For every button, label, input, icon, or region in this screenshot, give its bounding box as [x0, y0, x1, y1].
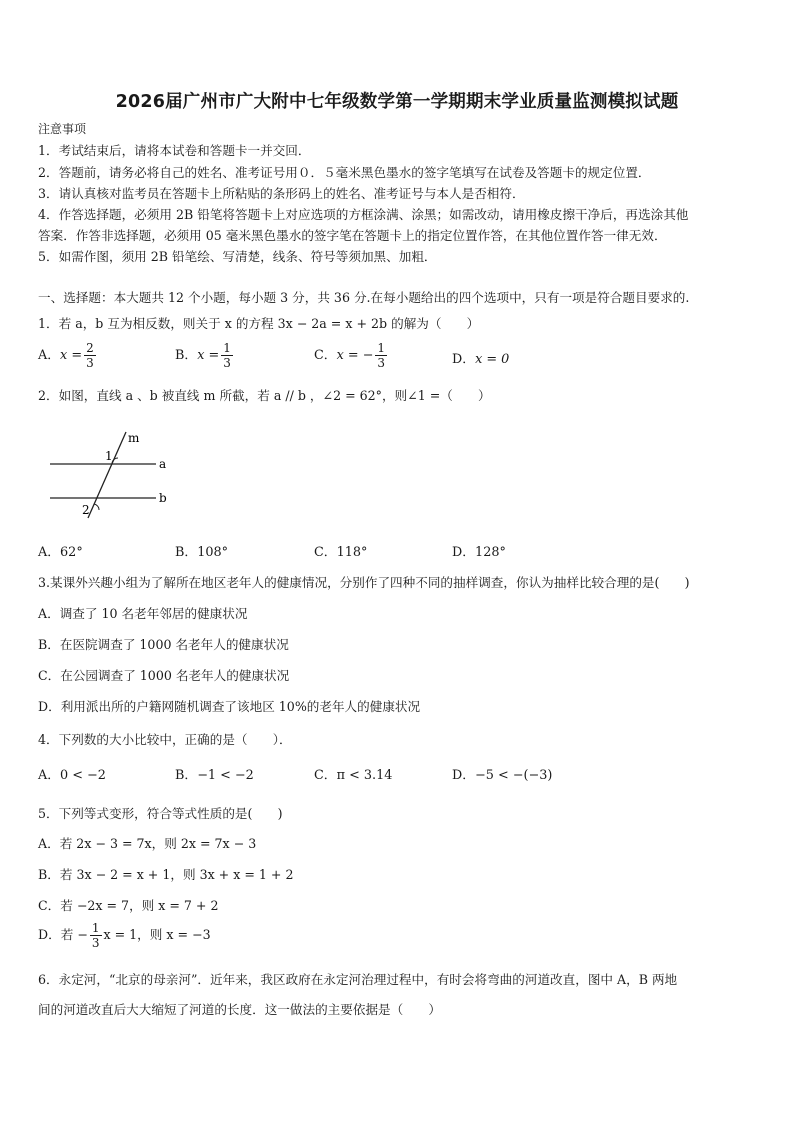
question-1-options: [38, 341, 738, 370]
question-5-stem: 5．下列等式变形，符合等式性质的是( ): [38, 806, 283, 821]
parallel-lines-figure: [42, 420, 174, 520]
label-angle-1: 1: [105, 449, 113, 463]
q5-option-b: B．若 3x − 2 = x + 1，则 3x + x = 1 + 2: [38, 867, 294, 882]
note-item: 5．如需作图，须用 2B 铅笔绘、写清楚，线条、符号等须加黑、加粗．: [38, 249, 437, 264]
label-a: a: [159, 457, 167, 471]
line-m: [88, 432, 126, 518]
note-item: 3．请认真核对监考员在答题卡上所粘贴的条形码上的姓名、准考证号与本人是否相符．: [38, 186, 525, 201]
q3-option-c: C．在公园调查了 1000 名老年人的健康状况: [38, 668, 290, 683]
q2-option-b: B．108°: [175, 545, 229, 560]
note-item: 1．考试结束后，请将本试卷和答题卡一并交回．: [38, 143, 311, 158]
angle-2-arc: [94, 504, 99, 510]
question-6-line-2: 间的河道改直后大大缩短了河道的长度．这一做法的主要依据是（ ）: [38, 1002, 441, 1017]
q2-option-a: A．62°: [38, 545, 83, 560]
q1-option-b: B．x = $\frac{1}{3}$: [175, 341, 231, 370]
q4-option-c: C．π < 3.14: [314, 768, 393, 783]
q1-option-c: C．x = − $\frac{1}{3}$: [314, 341, 386, 370]
note-item: 4．作答选择题，必须用 2B 铅笔将答题卡上对应选项的方框涂满、涂黑；如需改动，请用橡皮擦干净后，再选涂其他: [38, 207, 689, 222]
q3-option-a: A．调查了 10 名老年邻居的健康状况: [38, 606, 248, 621]
q4-option-b: B．−1 < −2: [175, 768, 254, 783]
question-6-line-1: 6．永定河，“北京的母亲河”．近年来，我区政府在永定河治理过程中，有时会将弯曲的河道改直，图中 A，B 两地: [38, 972, 678, 987]
q1-option-d: D．x = 0: [452, 352, 510, 367]
q2-option-c: C．118°: [314, 545, 368, 560]
note-item: 答案．作答非选择题，必须用 05 毫米黑色墨水的签字笔在答题卡上的指定位置作答，在其他位置作答一律无效．: [38, 228, 667, 243]
q3-option-b: B．在医院调查了 1000 名老年人的健康状况: [38, 637, 289, 652]
notes-heading: 注意事项: [38, 122, 87, 136]
q5-option-c: C．若 −2x = 7，则 x = 7 + 2: [38, 898, 219, 913]
note-item: 2．答题前，请务必将自己的姓名、准考证号用０．５毫米黑色墨水的签字笔填写在试卷及答题卡的规定位置．: [38, 165, 651, 180]
label-angle-2: 2: [82, 503, 90, 517]
label-m: m: [128, 431, 140, 445]
q4-option-a: A．0 < −2: [38, 768, 106, 783]
question-2-options: [38, 541, 738, 565]
q5-option-a: A．若 2x − 3 = 7x，则 2x = 7x − 3: [38, 836, 257, 851]
question-2-stem: 2．如图，直线 a 、b 被直线 m 所截，若 a // b ，∠2 = 62°，则∠1 =（ ）: [38, 388, 491, 403]
question-3-stem: 3.某课外兴趣小组为了解所在地区老年人的健康情况，分别作了四种不同的抽样调查，你认为抽样比较合理的是( ): [38, 575, 690, 590]
q4-option-d: D．−5 < −(−3): [452, 768, 553, 783]
question-4-stem: 4．下列数的大小比较中，正确的是（ ）．: [38, 732, 292, 747]
label-b: b: [159, 491, 167, 505]
q1-option-a: A．x = $\frac{2}{3}$: [38, 341, 94, 370]
q3-option-d: D．利用派出所的户籍网随机调查了该地区 10%的老年人的健康状况: [38, 699, 421, 714]
question-4-options: [38, 764, 738, 788]
q2-option-d: D．128°: [452, 545, 506, 560]
section-heading: 一、选择题：本大题共 12 个小题，每小题 3 分，共 36 分.在每小题给出的四个选项中，只有一项是符合题目要求的.: [38, 290, 690, 305]
q5-option-d: D．若 − $\frac{1}{3}$ x = 1，则 x = −3: [38, 921, 211, 950]
exam-title: 2026届广州市广大附中七年级数学第一学期期末学业质量监测模拟试题: [115, 92, 679, 112]
question-1-stem: 1．若 a，b 互为相反数，则关于 x 的方程 3x − 2a = x + 2b 的解为（ ）: [38, 316, 480, 331]
